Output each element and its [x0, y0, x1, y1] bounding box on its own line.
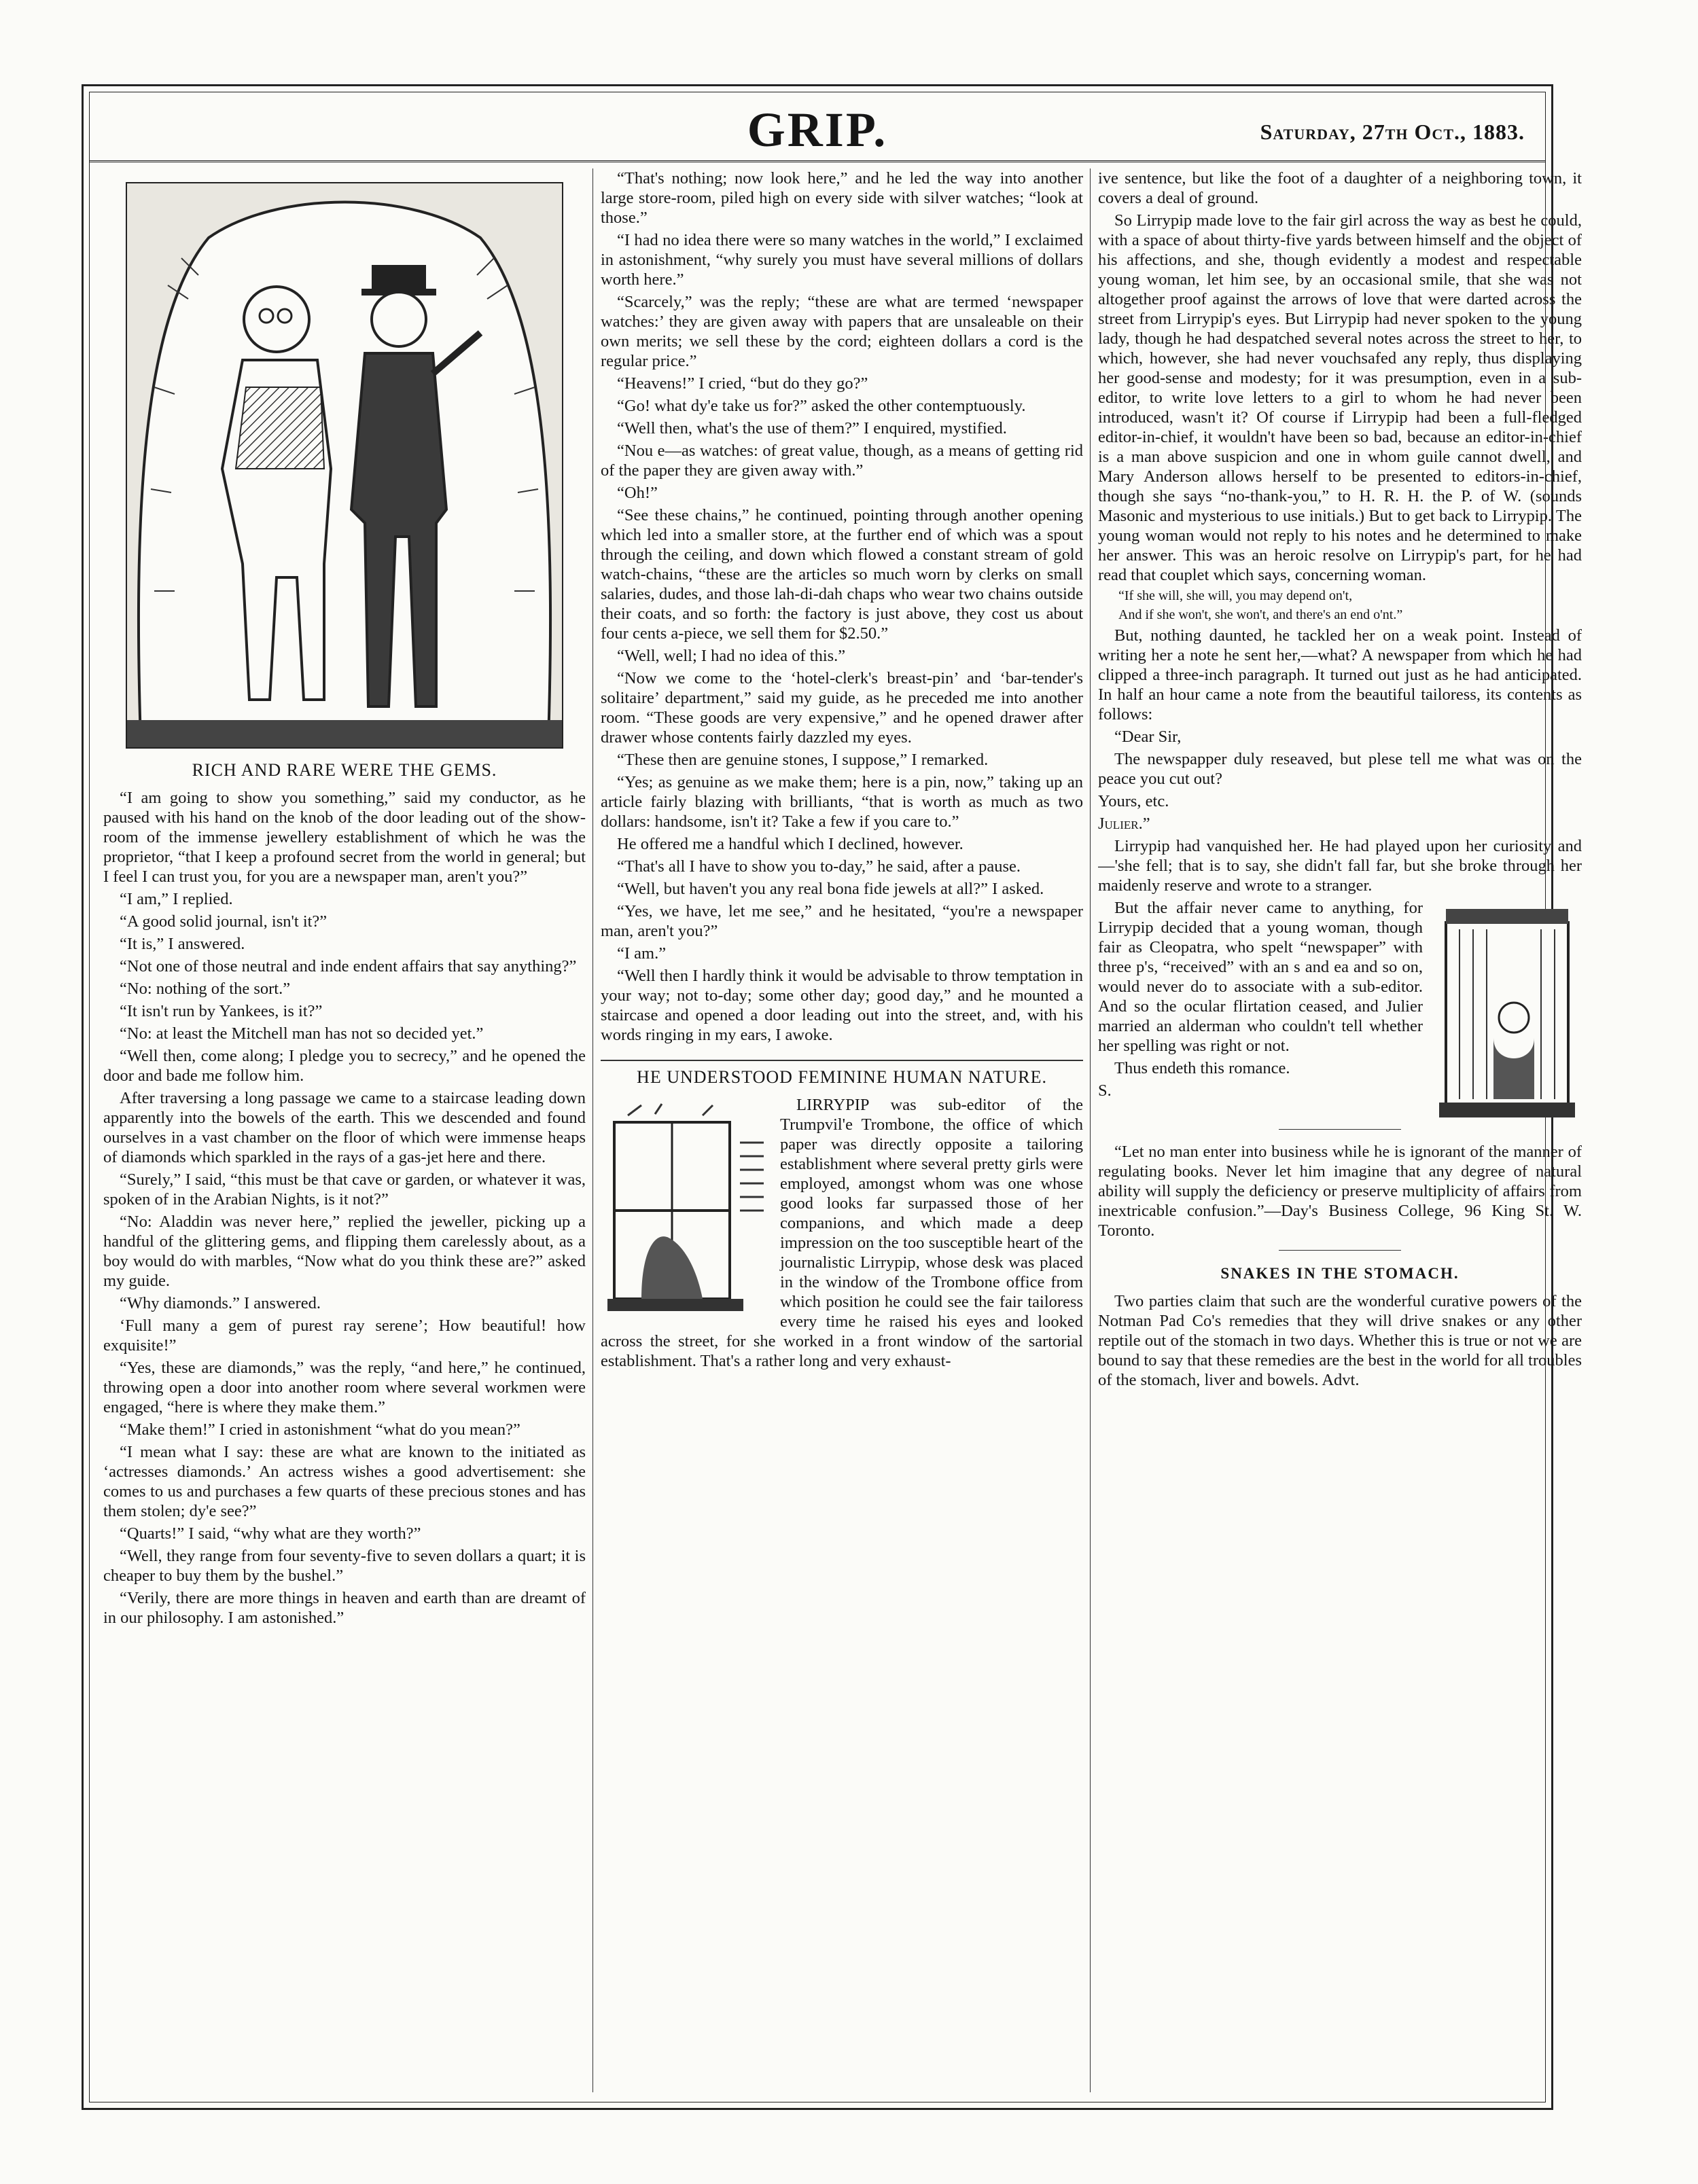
col2-paragraph: “Oh!” [617, 484, 658, 502]
col1-paragraph: “No: Aladdin was never here,” replied the jeweller, picking up a handful of the glittering gems, and flipping them carelessly about, as a boy would do with marbles, “Now what do you think these are?” asked my guide. [103, 1213, 586, 1290]
letter-body: The newspapper duly reseaved, but plese tell me what was on the peace you cut out? [1098, 750, 1582, 788]
col1-paragraph: “I am,” I replied. [120, 890, 233, 908]
column-rule-2 [1090, 168, 1091, 2092]
col1-paragraph: “Surely,” I said, “this must be that cave or garden, or whatever it was, spoken of in the Arabian Nights, is it not?” [103, 1170, 586, 1209]
col2-paragraph: He offered me a handful which I declined, however. [617, 835, 963, 853]
heading-snakes: SNAKES IN THE STOMACH. [1220, 1265, 1460, 1282]
section-divider [1279, 1129, 1401, 1130]
col2-paragraph: “Nou e—as watches: of great value, though, as a means of getting rid of the paper they are given away with.” [601, 442, 1083, 480]
verse-line: And if she won't, she won't, and there's an end o'nt.” [1118, 607, 1403, 622]
col1-paragraph: “Well, they range from four seventy-five to seven dollars a quart; it is cheaper to buy them by the bushel.” [103, 1547, 586, 1585]
col2-paragraph: “Well, but haven't you any real bona fide jewels at all?” I asked. [617, 880, 1044, 898]
col1-paragraph: “Well then, come along; I pledge you to secrecy,” and he opened the door and bade me follow him. [103, 1047, 586, 1085]
lirrypip-story: LIRRYPIP was sub-editor of the Trumpvil'e Trombone, the office of which paper was directly opposite a tailoring establishment where several pretty girls were employed, amongst whom was one whose good looks far surpassed those of her companions, and which made a deep impression on the too susceptible heart of the journalistic Lirrypip, whose desk was placed in the window of the Trombone office from which position he could see the fair tailoress every time he raised his eyes and looked across the street, for she worked in a front window of the sartorial establishment. That's a rather long and very exhaust- [601, 1096, 1083, 1370]
col2-paragraph: “Go! what dy'e take us for?” asked the other contemptuously. [617, 397, 1026, 415]
col3-paragraph: But the affair never came to anything, for Lirrypip decided that a young woman, though fair as Cleopatra, who spelt “newspaper” with three p's, “received” with an s and ea and so on, would never do to associate with a sub-editor. And so the ocular flirtation ceased, and Julier married an alderman who couldn't tell whether her spelling was right or not. [1098, 899, 1423, 1055]
col2-paragraph: “Yes; as genuine as we make them; here is a pin, now,” taking up an article fairly blazing with brilliants, “that is worth as much as two dollars: handsome, isn't it? Take a few if you care to.” [601, 773, 1083, 831]
col2-paragraph: “Yes, we have, let me see,” and he hesitated, “you're a newspaper man, aren't you?” [601, 902, 1083, 940]
col2-paragraph: “That's all I have to show you to-day,” he said, after a pause. [617, 857, 1021, 876]
col3-paragraph: But, nothing daunted, he tackled her on a weak point. Instead of writing her a note he sent her,—what? A newspaper from which he had clipped a three-inch paragraph. It turned out just as he had anticipated. In half an hour came a note from the beautiful tailoress, its contents as follows: [1098, 626, 1582, 723]
col3-paragraph: Thus endeth this romance. [1114, 1059, 1290, 1077]
col1-paragraph: “A good solid journal, isn't it?” [120, 912, 328, 931]
verse-couplet [1098, 588, 1582, 623]
col2-paragraph: “These then are genuine stones, I suppose,” I remarked. [617, 751, 989, 769]
col2-paragraph: “I had no idea there were so many watches in the world,” I exclaimed in astonishment, “why surely you must have several millions of dollars worth here.” [601, 231, 1083, 289]
col1-paragraph: “Quarts!” I said, “why what are they worth?” [120, 1524, 421, 1543]
col1-paragraph: “No: nothing of the sort.” [120, 980, 291, 998]
section-divider [1279, 1250, 1401, 1251]
letter-salutation: “Dear Sir, [1114, 728, 1182, 746]
masthead [90, 92, 1545, 162]
col2-paragraph: “Well, well; I had no idea of this.” [617, 647, 846, 665]
col1-paragraph: “I mean what I say: these are what are known to the initiated as ‘actresses diamonds.’ An actress wishes a good advertisement: she comes to us and purchases a few quarts of these precious stones and has them stolen; dy'e see?” [103, 1443, 586, 1520]
col1-paragraph: “Not one of those neutral and inde endent affairs that say anything?” [120, 957, 577, 975]
col1-paragraph: “Yes, these are diamonds,” was the reply, “and here,” he continued, throwing open a door into another room where several workmen were engaged, “here is where they make them.” [103, 1359, 586, 1416]
engraving-jeweller-illustration [126, 182, 563, 749]
col1-paragraph: ‘Full many a gem of purest ray serene’; How beautiful! how exquisite!” [103, 1317, 586, 1355]
letter-closing: Yours, etc. [1098, 792, 1169, 810]
col2-paragraph: “Heavens!” I cried, “but do they go?” [617, 374, 868, 393]
col1-paragraph: “It isn't run by Yankees, is it?” [120, 1002, 323, 1020]
page-inner-border [89, 92, 1582, 2102]
col1-paragraph: “Make them!” I cried in astonishment “what do you mean?” [120, 1420, 520, 1439]
heading-rich-and-rare: RICH AND RARE WERE THE GEMS. [192, 760, 497, 780]
page-border [82, 84, 1582, 2110]
column-1 [103, 168, 586, 2092]
engraving-window-illustration [601, 1102, 771, 1326]
column-2 [601, 168, 1083, 2092]
col2-paragraph: “Well then, what's the use of them?” I enquired, mystified. [617, 419, 1007, 437]
col1-paragraph: After traversing a long passage we came to a staircase leading down apparently into the bowels of the earth. This we descended and found ourselves in a vast chamber on the floor of which were immense heaps of diamonds which sparkled in the rays of a gas-jet here and there. [103, 1089, 586, 1166]
col3-paragraph: Lirrypip had vanquished her. He had played upon her curiosity and—'she fell; that is to say, she didn't fall far, but she broke through her maidenly reserve and wrote to a stranger. [1098, 837, 1582, 895]
letter-signature: Julier.” [1098, 814, 1150, 833]
engraving-woman-window-illustration [1432, 902, 1582, 1126]
col1-paragraph: “Verily, there are more things in heaven and earth than are dreamt of in our philosophy. I am astonished.” [103, 1589, 586, 1627]
col2-paragraph: “I am.” [617, 944, 667, 963]
verse-line: “If she will, she will, you may depend on't, [1118, 588, 1353, 603]
col2-paragraph: “See these chains,” he continued, pointing through another opening which led into a smaller store, at the further end of which was a spout through the ceiling, and down which flowed a constant stream of gold watch-chains, “these are the articles so much worn by clerks on small salaries, dudes, and those lah-di-dah chaps who wear two chains outside their coats, and so forth: the factory is just above, they cost us about four cents a-piece, we sell them for $2.50.” [601, 506, 1083, 643]
col1-paragraph: “I am going to show you something,” said my conductor, as he paused with his hand on the knob of the door leading out of the show-room of the immense jewellery establishment of which he was the proprietor, “that I keep a profound secret from the world in general; but I feel I can trust you, for you are a newspaper man, aren't you?” [103, 789, 586, 886]
business-college-ad: “Let no man enter into business while he is ignorant of the manner of regulating books. Never let him imagine that any degree of natural ability will supply the deficiency or preserve multiplicity of affairs from inextricable confusion.”—Day's Business College, 96 King St. W. Toronto. [1098, 1143, 1582, 1240]
col2-paragraph: “Scarcely,” was the reply; “these are what are termed ‘newspaper watches:’ they are given away with papers that are unsaleable on their own merits; we sell these by the cord; eighteen dollars a cord is the regular price.” [601, 293, 1083, 370]
col2-paragraph: “Now we come to the ‘hotel-clerk's breast-pin’ and ‘bar-tender's solitaire’ department,” said my guide, as he preceded me into another room. “These goods are very expensive,” and he opened drawer after drawer whose contents fairly dazzled my eyes. [601, 669, 1083, 747]
masthead-date: Saturday, 27th Oct., 1883. [1260, 120, 1525, 144]
column-3 [1098, 168, 1582, 2092]
col1-paragraph: “No: at least the Mitchell man has not so decided yet.” [120, 1024, 484, 1043]
section-divider [601, 1060, 1083, 1061]
masthead-title: GRIP. [747, 103, 888, 157]
col2-paragraph: “Well then I hardly think it would be advisable to throw temptation in your way; not to-day; some other day; good day,” and he mounted a staircase and opened a door leading out into the street, and, with his words ringing in my ears, I awoke. [601, 967, 1083, 1044]
author-initial: S. [1098, 1081, 1112, 1100]
col3-paragraph: ive sentence, but like the foot of a daughter of a neighboring town, it covers a deal of ground. [1098, 169, 1582, 207]
heading-feminine-nature: HE UNDERSTOOD FEMININE HUMAN NATURE. [637, 1067, 1047, 1087]
col2-paragraph: “That's nothing; now look here,” and he led the way into another large store-room, piled high on every side with silver watches; “look at those.” [601, 169, 1083, 227]
col1-paragraph: “Why diamonds.” I answered. [120, 1294, 321, 1312]
snakes-ad: Two parties claim that such are the wonderful curative powers of the Notman Pad Co's remedies that they will drive snakes or any other reptile out of the stomach in two days. Whether this is true or not we are bound to say that these remedies are the best in the world for all troubles of the stomach, liver and bowels. Advt. [1098, 1292, 1582, 1389]
col3-paragraph: So Lirrypip made love to the fair girl across the way as best he could, with a space of about thirty-five yards between himself and the object of his affections, and she, though evidently a modest and respectable young woman, let him see, by an occasional smile, that she was not altogether proof against the arrows of love that were darted across the street from Lirrypip's eyes. But Lirrypip had never spoken to the young lady, though he had despatched several notes across the street to her, to which, however, she had never vouchsafed any reply, thus displaying her good-sense and modesty; for it was presumption, even in a sub-editor, to write love letters to a girl to whom he had never been introduced, wasn't it? Of course if Lirrypip had been a full-fledged editor-in-chief, it wouldn't have been so bad, because an editor-in-chief is a man above suspicion and one in whom guile cannot dwell, and Mary Anderson allows herself to be presented to editors-in-chief, though she says “no-thank-you,” to H. R. H. the P. of W. (sounds Masonic and mysterious to use initials.) But to get back to Lirrypip. The young woman would not reply to his notes and he determined to make her answer. This was an heroic resolve on Lirrypip's part, for he had read that couplet which says, concerning woman. [1098, 211, 1582, 584]
col1-paragraph: “It is,” I answered. [120, 935, 245, 953]
column-rule-1 [592, 168, 593, 2092]
